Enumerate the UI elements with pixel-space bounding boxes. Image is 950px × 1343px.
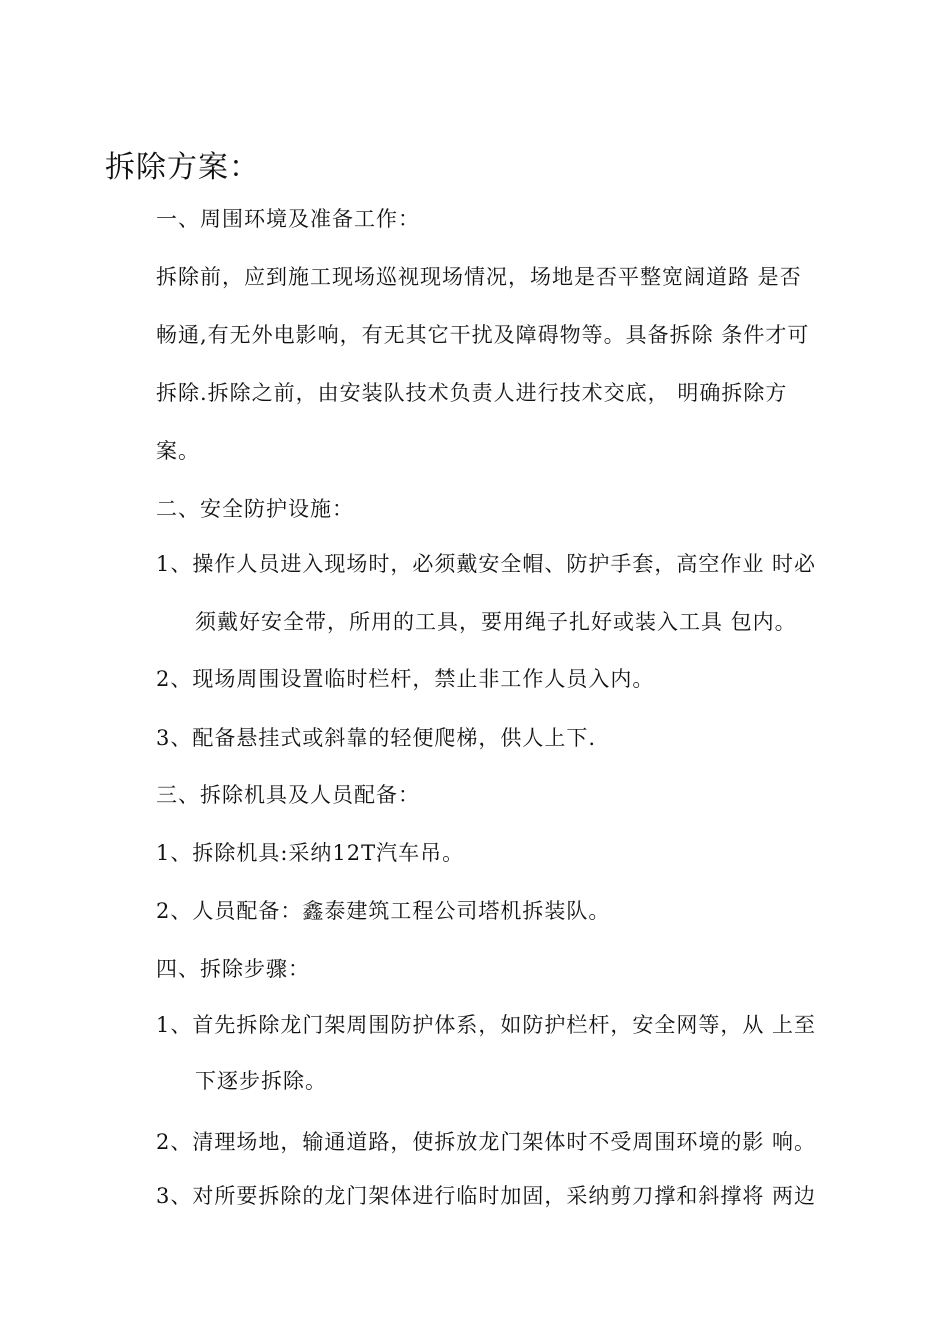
list-item: 3、对所要拆除的龙门架体进行临时加固，采纳剪刀撑和斜撑将 两边 [156,1184,817,1208]
paragraph-line: 拆除.拆除之前，由安装队技术负责人进行技术交底， 明确拆除方 [156,381,788,405]
list-item: 2、人员配备：鑫泰建筑工程公司塔机拆装队。 [156,899,611,923]
list-item: 2、现场周围设置临时栏杆，禁止非工作人员入内。 [156,667,655,691]
section-heading-2: 二、安全防护设施： [156,497,354,521]
list-item-continuation: 须戴好安全带，所用的工具，要用绳子扎好或装入工具 包内。 [195,610,797,634]
list-item: 1、操作人员进入现场时，必须戴安全帽、防护手套，高空作业 时必 [156,552,817,576]
paragraph-line: 拆除前，应到施工现场巡视现场情况，场地是否平整宽阔道路 是否 [156,265,802,289]
list-item: 2、清理场地，输通道路，使拆放龙门架体时不受周围环境的影 响。 [156,1130,817,1154]
paragraph-line: 畅通,有无外电影响，有无其它干扰及障碍物等。具备拆除 条件才可 [156,323,810,347]
list-item: 1、首先拆除龙门架周围防护体系，如防护栏杆，安全网等，从 上至 [156,1013,817,1037]
section-heading-3: 三、拆除机具及人员配备： [156,783,420,807]
section-heading-4: 四、拆除步骤： [156,957,310,981]
list-item: 3、配备悬挂式或斜靠的轻便爬梯，供人上下. [156,726,597,750]
document-title: 拆除方案： [105,150,260,185]
section-heading-1: 一、周围环境及准备工作： [156,207,420,231]
paragraph-line: 案。 [156,439,200,463]
list-item: 1、拆除机具:采纳12T汽车吊。 [156,841,465,865]
list-item-continuation: 下逐步拆除。 [195,1069,327,1093]
